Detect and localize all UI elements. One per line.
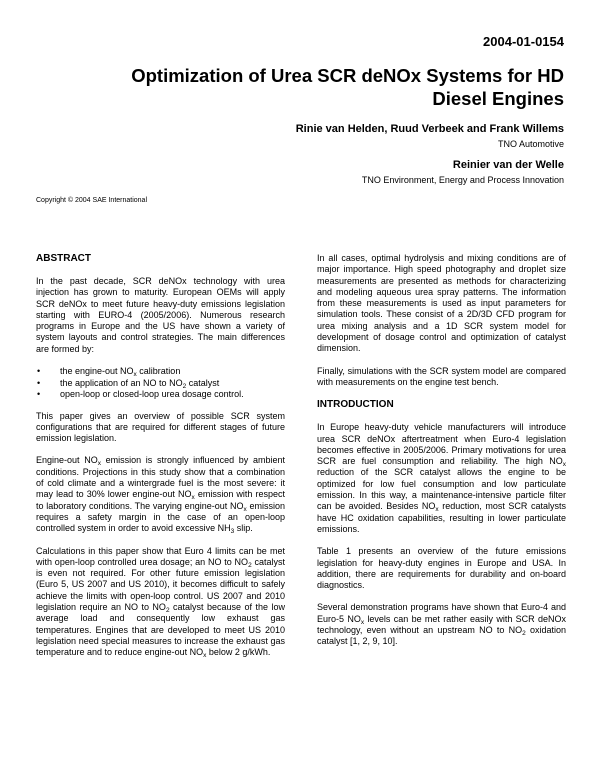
abstract-paragraph-2: This paper gives an overview of possible SCR system configurations that are required for different stages of future emission legislation. bbox=[36, 410, 285, 444]
affiliation-tno-environment: TNO Environment, Energy and Process Innovation bbox=[361, 175, 564, 185]
affiliation-tno-automotive: TNO Automotive bbox=[497, 139, 564, 149]
right-paragraph-2: Finally, simulations with the SCR system model are compared with measurements on the engine test bench. bbox=[317, 365, 566, 387]
abstract-paragraph-1: In the past decade, SCR deNOx technology with urea injection has grown to maturity. European OEMs will apply SCR deNOx to meet future heavy-duty emissions legislation starting with EURO-4 (2005/2006). Numerous research programs in Europe and the US have shown a variety of system layouts and control strategies. The main differences are formed by: bbox=[36, 276, 285, 354]
abstract-paragraph-4: Calculations in this paper show that Euro 4 limits can be met with open-loop controlled urea dosage; an NO to $NO_2$ catalyst is even not required. For other future emission legislation (Euro 5, US 2007 and US 2010), it becomes difficult to safely achieve the limits with open-loop control. US 2007 and 2010 legislation require an NO to $NO_2$ catalyst because of the low average load and consequently low exhaust gas temperatures. Engines that are developed to meet US 2010 legislation need special measures to increase the exhaust gas temperature and to reduce engine-out $NO_x$ below 2 g/kWh. bbox=[36, 545, 286, 660]
paper-number: 2004-01-0154 bbox=[483, 34, 564, 49]
list-item: • the application of an NO to $NO_2$ catalyst bbox=[37, 377, 220, 390]
list-item: • open-loop or closed-loop urea dosage control. bbox=[37, 389, 244, 400]
introduction-heading: INTRODUCTION bbox=[317, 399, 394, 411]
intro-paragraph-3: Several demonstration programs have shown that Euro-4 and Euro-5 $NO_x$ levels can be met rather easily with SCR deNOx technology, even without an upstream NO to $NO_2$ oxidation catalyst [1, 2, 9, 10]. bbox=[317, 602, 567, 647]
list-item: • the engine-out $NO_x$ calibration bbox=[37, 366, 181, 379]
bullet-icon: • bbox=[37, 366, 41, 377]
left-column bbox=[36, 253, 285, 670]
paper-title: Optimization of Urea SCR deNOx Systems for HD Diesel Engines bbox=[131, 65, 564, 109]
right-column bbox=[317, 253, 566, 659]
abstract-paragraph-3: Engine-out $NO_x$ emission is strongly influenced by ambient conditions. Projections in this study show that a combination of cold climate and a wintergrade fuel is the most severe: it may lead to 30% lower engine-out $NO_x$ emission with respect to laboratory conditions. The varying engine-out $NO_x$ emission requires a safety margin in the case of an open-loop controlled system in order to avoid excessive $NH_3$ slip. bbox=[36, 455, 286, 536]
intro-paragraph-1: In Europe heavy-duty vehicle manufacturers will introduce urea SCR deNOx aftertreatment when Euro-4 legislation becomes effective in 2005/2006. Primary motivations for urea SCR are fuel consumption and reliability. The high $NO_x$ reduction of the SCR catalyst allows the engine to be optimized for low fuel consumption and low particulate emission. In this way, a maintenance-intensive particle filter can be avoided. Besides $NO_x$ reduction, most SCR catalysts have HC oxidation capabilities, resulting in lower particulate emissions. bbox=[317, 422, 566, 534]
bullet-icon: • bbox=[37, 377, 41, 388]
intro-paragraph-2: Table 1 presents an overview of the future emissions legislation for heavy-duty engines in Europe and USA. In addition, there are requirements for durability and on-board diagnostics. bbox=[317, 546, 566, 591]
authors: Rinie van Helden, Ruud Verbeek and Frank Willems bbox=[295, 123, 564, 135]
abstract-heading: ABSTRACT bbox=[36, 253, 91, 264]
copyright-notice: Copyright © 2004 SAE International bbox=[36, 197, 148, 204]
author-second-line: Reinier van der Welle bbox=[452, 159, 564, 171]
bullet-icon: • bbox=[37, 389, 41, 400]
right-paragraph-1: In all cases, optimal hydrolysis and mixing conditions are of major importance. High speed photography and droplet size measurements are presented as methods for characterizing and modeling aqueous urea spray patterns. The information from these measurements is used as input parameters for simulation tools. These consist of a 2D/3D CFD program for urea mixing analysis and a 1D SCR system model for development of dosage control and optimization of catalyst dimension. bbox=[317, 253, 566, 354]
differences-list bbox=[36, 366, 285, 401]
